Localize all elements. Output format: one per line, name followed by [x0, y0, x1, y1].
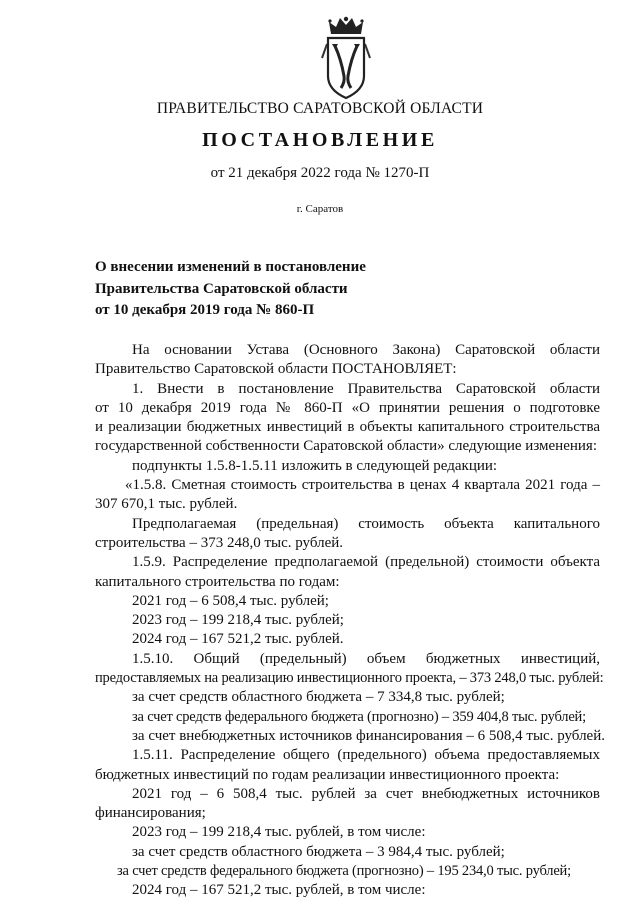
document-date-number: от 21 декабря 2022 года № 1270-П — [210, 165, 430, 181]
body-line: и реализации бюджетных инвестиций в объекты капитального строительства — [95, 419, 600, 436]
body-line: 2021 год – 6 508,4 тыс. рублей за счет внебюджетных источников — [132, 785, 600, 802]
body-line: государственной собственности Саратовской области» следующие изменения: — [95, 438, 597, 455]
subject-line: О внесении изменений в постановление — [95, 259, 366, 275]
body-line: 2023 год – 199 218,4 тыс. рублей; — [132, 612, 344, 629]
body-line: за счет средств федерального бюджета (прогнозно) – 195 234,0 тыс. рублей; — [117, 863, 571, 880]
body-line: 2024 год – 167 521,2 тыс. рублей. — [132, 631, 344, 648]
body-line: за счет внебюджетных источников финансирования – 6 508,4 тыс. рублей. — [132, 727, 605, 744]
body-line: 2024 год – 167 521,2 тыс. рублей, в том числе: — [132, 882, 426, 899]
body-line: Правительство Саратовской области ПОСТАНОВЛЯЕТ: — [95, 361, 457, 378]
body-line: за счет средств областного бюджета – 7 334,8 тыс. рублей; — [132, 689, 505, 706]
document-body — [95, 341, 605, 901]
body-line: за счет средств федерального бюджета (прогнозно) – 359 404,8 тыс. рублей; — [132, 708, 586, 725]
subject-line: Правительства Саратовской области — [95, 280, 348, 297]
body-line: предоставляемых на реализацию инвестиционного проекта, – 373 248,0 тыс. рублей: — [95, 670, 604, 687]
body-line: бюджетных инвестиций по годам реализации инвестиционного проекта: — [95, 766, 560, 783]
body-line: 2023 год – 199 218,4 тыс. рублей, в том числе: — [132, 824, 426, 841]
body-line: строительства – 373 248,0 тыс. рублей. — [95, 534, 344, 551]
body-line: На основании Устава (Основного Закона) Саратовской области — [132, 342, 600, 358]
document-city: г. Саратов — [296, 203, 344, 215]
body-line: за счет средств областного бюджета – 3 984,4 тыс. рублей; — [132, 843, 505, 860]
coat-of-arms-icon — [321, 14, 371, 100]
body-line: 1.5.11. Распределение общего (предельного) объема предоставляемых — [132, 747, 600, 764]
body-line: 307 670,1 тыс. рублей. — [95, 496, 238, 513]
body-line: 1.5.9. Распределение предполагаемой (предельной) стоимости объекта — [132, 554, 600, 571]
body-line: капитального строительства по годам: — [95, 573, 340, 590]
body-line: от 10 декабря 2019 года № 860-П «О принятии решения о подготовке — [95, 399, 600, 416]
body-line: «1.5.8. Сметная стоимость строительства в ценах 4 квартала 2021 года – — [125, 477, 600, 494]
body-line: 1. Внести в постановление Правительства Саратовской области — [132, 380, 600, 397]
body-line: Предполагаемая (предельная) стоимость объекта капитального — [132, 515, 600, 532]
document-subject — [95, 257, 366, 322]
body-line: 1.5.10. Общий (предельный) объем бюджетных инвестиций, — [132, 650, 600, 667]
document-type: ПОСТАНОВЛЕНИЕ — [202, 129, 438, 151]
body-line: 2021 год – 6 508,4 тыс. рублей; — [132, 592, 329, 609]
government-name: ПРАВИТЕЛЬСТВО САРАТОВСКОЙ ОБЛАСТИ — [156, 100, 484, 117]
subject-line: от 10 декабря 2019 года № 860-П — [95, 302, 315, 318]
body-line: финансирования; — [95, 805, 206, 822]
body-line: подпункты 1.5.8-1.5.11 изложить в следующей редакции: — [132, 457, 498, 474]
